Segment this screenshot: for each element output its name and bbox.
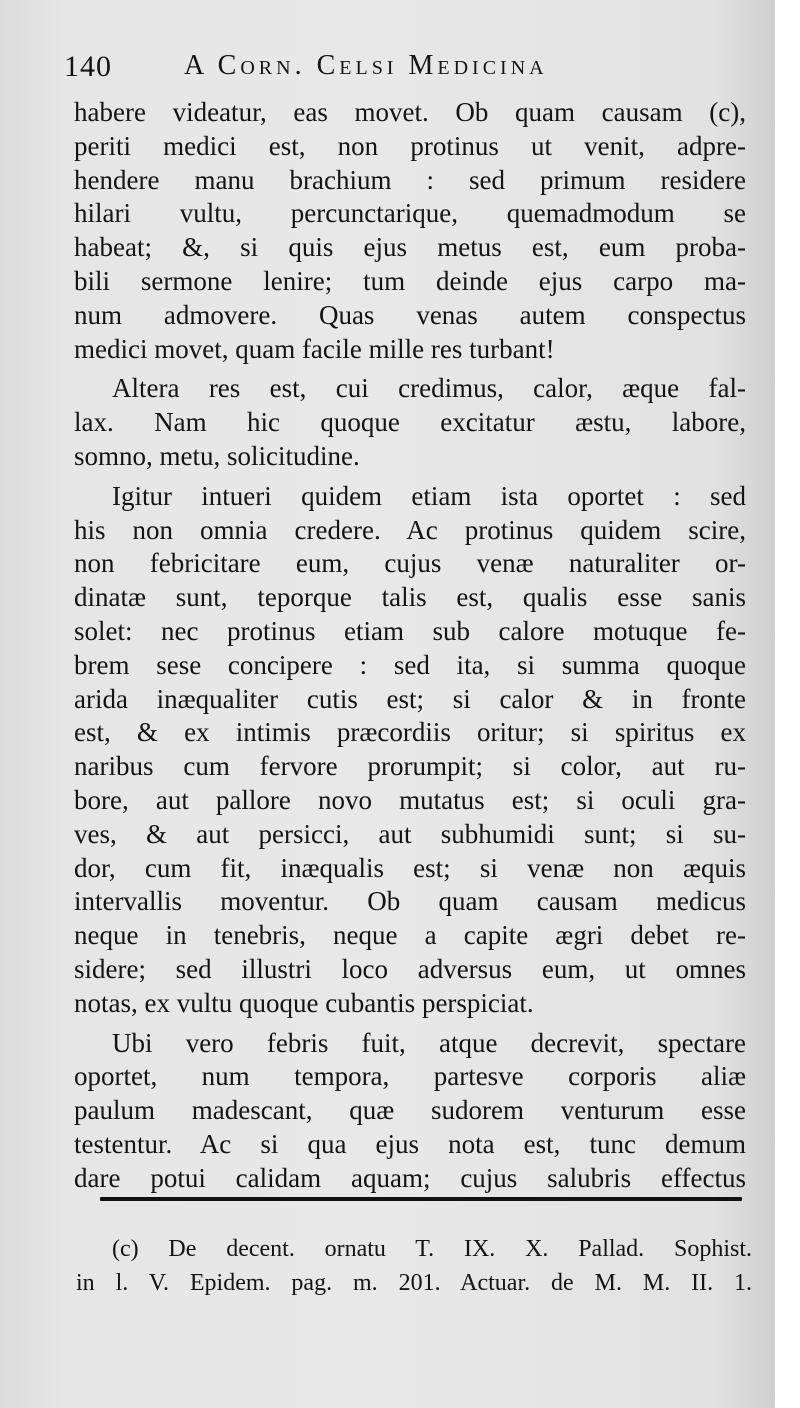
text-line: hilari vultu, percunctarique, quemadmodum se [74, 198, 746, 229]
footnote-rule [100, 1197, 742, 1201]
text-line: his non omnia credere. Ac protinus quidem scire, [74, 514, 746, 545]
text-line: solet: nec protinus etiam sub calore motuque fe- [74, 615, 746, 646]
text-line: est, & ex intimis præcordiis oritur; si spiritus ex [74, 717, 746, 748]
page-header [64, 42, 754, 94]
text-line: Igitur intueri quidem etiam ista oportet : sed [112, 480, 746, 511]
text-line: oportet, num tempora, partesve corporis aliæ [74, 1061, 746, 1092]
footnote-line: (c) De decent. ornatu T. IX. X. Pallad. Sophist. [112, 1236, 752, 1262]
text-line: medici movet, quam facile mille res turbant! [74, 333, 555, 364]
text-line: Altera res est, cui credimus, calor, æque fal- [112, 373, 746, 404]
text-line: hendere manu brachium : sed primum residere [74, 164, 746, 195]
text-line: non febricitare eum, cujus venæ naturaliter or- [74, 548, 746, 579]
text-line: dor, cum fit, inæqualis est; si venæ non æquis [74, 852, 746, 883]
text-line: periti medici est, non protinus ut venit, adpre- [74, 130, 746, 161]
page-number: 140 [64, 50, 112, 83]
text-line: dare potui calidam aquam; cujus salubris effectus [74, 1162, 746, 1193]
text-line: habeat; &, si quis ejus metus est, eum proba- [74, 232, 746, 263]
text-line: Ubi vero febris fuit, atque decrevit, spectare [112, 1027, 746, 1058]
text-line: lax. Nam hic quoque excitatur æstu, labore, [74, 407, 746, 438]
text-line: brem sese concipere : sed ita, si summa quoque [74, 649, 746, 680]
text-line: habere videatur, eas movet. Ob quam causam (c), [74, 97, 746, 127]
footnote [76, 1232, 752, 1300]
text-line: dinatæ sunt, teporque talis est, qualis esse sanis [74, 582, 746, 613]
text-line: somno, metu, solicitudine. [74, 440, 360, 471]
text-line: bore, aut pallore novo mutatus est; si oculi gra- [74, 784, 746, 815]
text-line: num admovere. Quas venas autem conspectus [74, 299, 746, 330]
text-line: naribus cum fervore prorumpit; si color, aut ru- [74, 751, 746, 782]
text-line: neque in tenebris, neque a capite ægri debet re- [74, 920, 746, 951]
text-line: sidere; sed illustri loco adversus eum, ut omnes [74, 953, 746, 984]
text-line: ves, & aut persicci, aut subhumidi sunt; si su- [74, 818, 746, 849]
text-line: testentur. Ac si qua ejus nota est, tunc demum [74, 1128, 746, 1159]
text-line: notas, ex vultu quoque cubantis perspiciat. [74, 987, 534, 1018]
body-text [74, 96, 746, 1196]
text-line: bili sermone lenire; tum deinde ejus carpo ma- [74, 265, 746, 296]
text-line: arida inæqualiter cutis est; si calor & in fronte [74, 683, 746, 714]
running-title: A Corn. Celsi Medicina [184, 50, 548, 81]
text-line: paulum madescant, quæ sudorem venturum esse [74, 1095, 746, 1126]
scan-margin [775, 0, 800, 1408]
text-line: intervallis moventur. Ob quam causam medicus [74, 886, 746, 917]
footnote-line: in l. V. Epidem. pag. m. 201. Actuar. de M. M. II. 1. [76, 1270, 752, 1296]
